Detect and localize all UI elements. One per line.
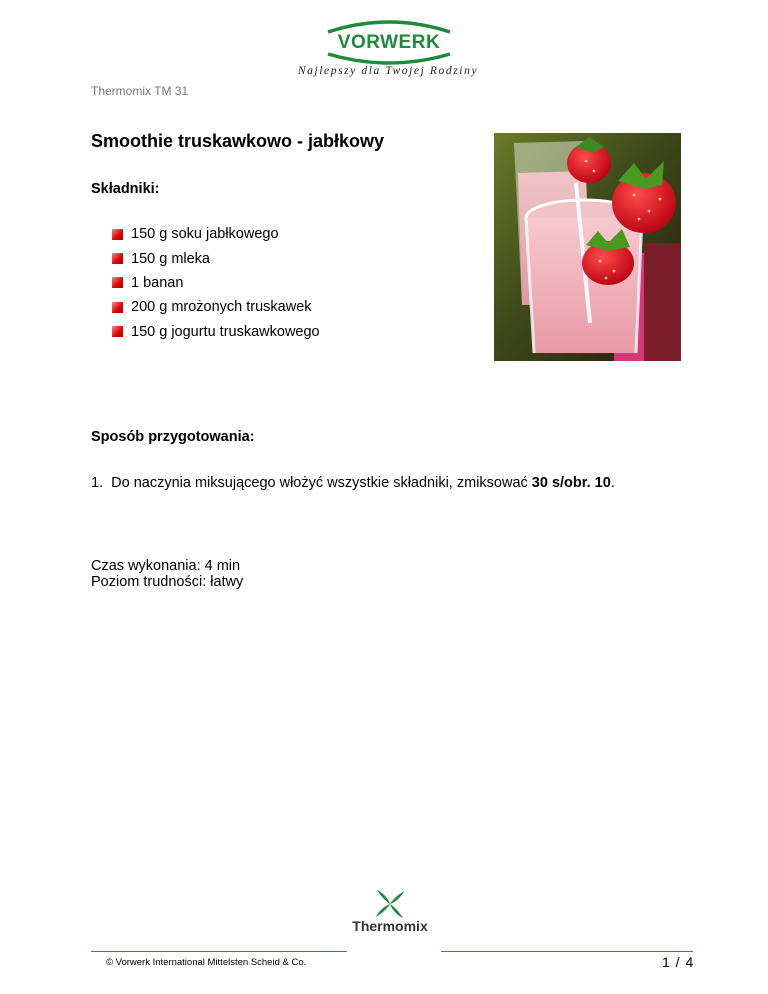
footer-rule-left	[91, 951, 347, 952]
difficulty: Poziom trudności: łatwy	[91, 574, 244, 590]
footer-rule-right	[441, 951, 693, 952]
slogan: Najlepszy dla Twojej Rodziny	[297, 65, 479, 77]
thermomix-logo	[343, 886, 437, 936]
page-number: 1 / 4	[662, 954, 695, 970]
preparation-heading: Sposób przygotowania:	[91, 429, 255, 445]
bullet-icon	[112, 326, 123, 337]
list-item: 1 banan	[112, 271, 320, 295]
recipe-title: Smoothie truskawkowo - jabłkowy	[91, 131, 385, 151]
list-item: 150 g mleka	[112, 246, 320, 270]
list-item: 200 g mrożonych truskawek	[112, 295, 320, 319]
smoothie-photo	[494, 133, 681, 361]
bullet-icon	[112, 229, 123, 240]
step-end: .	[610, 475, 615, 491]
vorwerk-logo	[322, 20, 456, 66]
vorwerk-logo-text: VORWERK	[337, 32, 441, 53]
step-text: Do naczynia miksującego włożyć wszystkie składniki, zmiksować	[111, 475, 528, 491]
copyright: © Vorwerk International Mittelsten Scheid & Co.	[106, 957, 307, 968]
bullet-icon	[112, 302, 123, 313]
ingredients-list	[112, 222, 320, 344]
list-item: 150 g soku jabłkowego	[112, 222, 320, 246]
ingredients-heading: Składniki:	[91, 181, 160, 197]
step-1	[91, 475, 615, 491]
prep-time: Czas wykonania: 4 min	[91, 558, 241, 574]
step-number: 1.	[91, 475, 104, 491]
bullet-icon	[112, 253, 123, 264]
thermomix-logo-text: Thermomix	[352, 918, 428, 934]
bullet-icon	[112, 277, 123, 288]
model-label: Thermomix TM 31	[91, 84, 189, 98]
list-item: 150 g jogurtu truskawkowego	[112, 320, 320, 344]
step-setting: 30 s/obr. 10	[531, 475, 611, 491]
